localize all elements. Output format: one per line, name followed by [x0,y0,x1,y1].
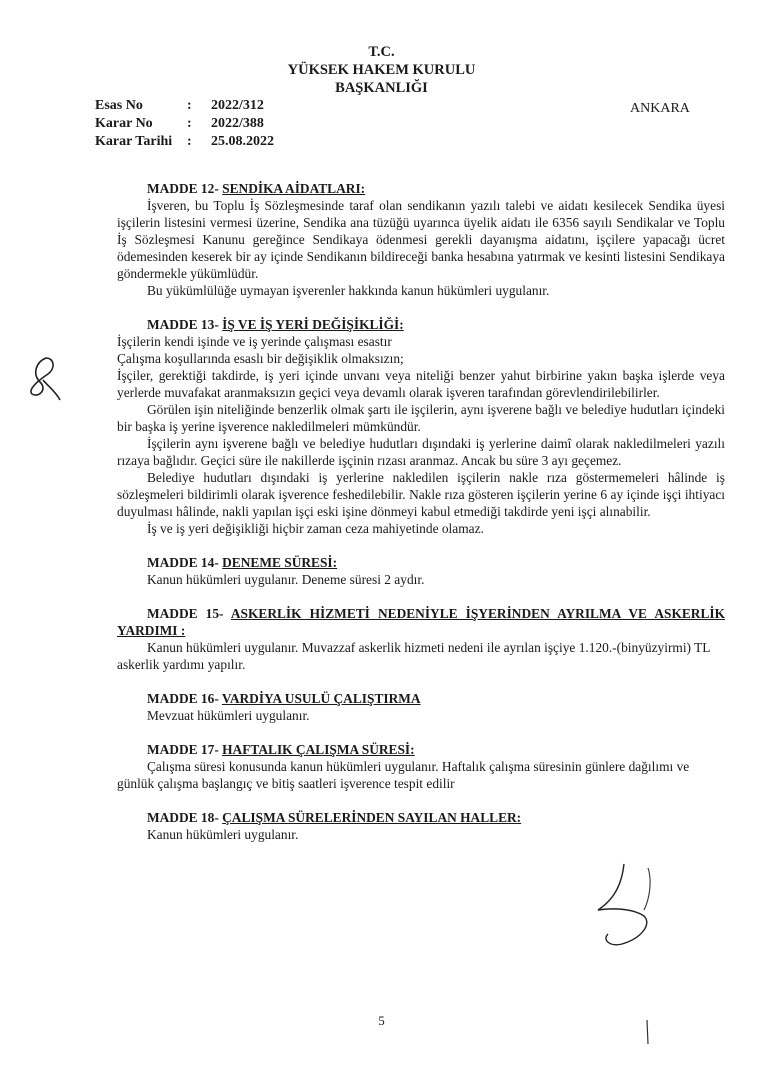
meta-sep: : [187,98,192,113]
article-section [117,690,725,724]
meta-sep: : [187,134,192,149]
article-number: MADDE 17- [147,742,219,757]
meta-value: 2022/312 [211,98,264,113]
article-paragraph: Kanun hükümleri uygulanır. [147,827,299,842]
page-number: 5 [378,1013,385,1028]
article-heading [117,605,725,639]
case-metadata [95,97,274,151]
article-number: MADDE 16- [147,691,219,706]
article-paragraph: Kanun hükümleri uygulanır. Deneme süresi 2 aydır. [147,572,425,587]
article-section [117,809,725,843]
header-tc: T.C. [368,44,395,60]
article-number: MADDE 18- [147,810,219,825]
meta-sep: : [187,116,192,131]
article-title: VARDİYA USULÜ ÇALIŞTIRMA [221,691,421,706]
article-section [117,180,725,299]
article-number: MADDE 12- [147,181,219,196]
article-paragraph: Çalışma koşullarında esaslı bir değişiklik olmaksızın; [117,351,404,366]
article-section [117,554,725,588]
article-number: MADDE 13- [147,317,219,332]
handwritten-initial-mark [26,352,64,402]
document-body [117,180,725,843]
article-paragraph: İşçiler, gerektiği takdirde, iş yeri içinde unvanı veya niteliği benzer yahut birbirine yakın başka işlerde veya yerlerde muvafakat aranmaksızın geçici veya devamlı olarak işveren tarafından görevlendirilebilirler. [117,368,725,400]
meta-row-karar-tarihi [95,133,274,151]
meta-row-karar [95,115,274,133]
city: ANKARA [630,101,690,116]
article-heading [117,554,725,571]
article-heading [117,741,725,758]
meta-key: Karar No [95,116,153,131]
article-paragraph: Kanun hükümleri uygulanır. Muvazzaf askerlik hizmeti nedeni ile ayrılan işçiye 1.120.-(binyüzyirmi) TL askerlik yardımı yapılır. [117,640,710,672]
article-paragraph: Belediye hudutları dışındaki iş yerlerine nakledilen işçilerin nakle rıza göstermemeleri hâlinde iş sözleşmeleri bildirimli olarak işverence feshedilebilir. Nakle rıza gösteren işçilerin yerine 6 ay içinde işçi ihtiyacı duyulması hâlinde, nakli yapılan işçi eski işine dönmeyi kabul etmediği takdirde yeni işçi alınabilir. [117,470,725,519]
meta-value: 25.08.2022 [211,134,274,149]
article-title: İŞ VE İŞ YERİ DEĞİŞİKLİĞİ: [222,317,404,332]
header-institution: YÜKSEK HAKEM KURULU [287,62,476,78]
article-title: ASKERLİK HİZMETİ NEDENİYLE İŞYERİNDEN AYRILMA VE ASKERLİK YARDIMI : [117,606,726,638]
article-section [117,605,725,673]
article-title: SENDİKA AİDATLARI: [222,181,366,196]
meta-value: 2022/388 [211,116,264,131]
article-paragraph: İşveren, bu Toplu İş Sözleşmesinde taraf olan sendikanın yazılı talebi ve aidatı kesilecek Sendika üyesi işçilerin listesini vermesi üzerine, Sendika ana tüzüğü uyarınca üyelik aidatı ile 6356 sayılı Sendikalar ve Toplu İş Sözleşmesi Kanunu gereğince Sendikaya ödenmesi gerekli dayanışma aidatını, işçilere yapacağı ücret ödemesinden keserek bir ay içinde Sendikanın bildireceği banka hesabına yatırmak ve kesinti listesini Sendikaya göndermekle yükümlüdür. [117,198,725,281]
article-number: MADDE 14- [147,555,219,570]
signature-mark [582,858,707,950]
article-heading [117,180,725,197]
article-paragraph: İş ve iş yeri değişikliği hiçbir zaman ceza mahiyetinde olamaz. [147,521,484,536]
article-title: HAFTALIK ÇALIŞMA SÜRESİ: [222,742,415,757]
article-section [117,316,725,537]
meta-key: Esas No [95,98,143,113]
article-paragraph: İşçilerin aynı işverene bağlı ve belediye hudutları dışındaki iş yerlerine daimî olarak nakledilmeleri yazılı rızaya bağlıdır. Geçici süre ile nakillerde işçinin rızası aranmaz. Ancak bu süre 3 ayı geçemez. [117,436,725,468]
article-heading [117,690,725,707]
article-title: ÇALIŞMA SÜRELERİNDEN SAYILAN HALLER: [222,810,522,825]
article-heading [117,316,725,333]
meta-key: Karar Tarihi [95,134,173,149]
article-paragraph: Çalışma süresi konusunda kanun hükümleri uygulanır. Haftalık çalışma süresinin günlere dağılımı ve günlük çalışma başlangıç ve bitiş saatleri işverence tespit edilir [117,759,690,791]
article-section [117,741,725,792]
meta-row-esas [95,97,274,115]
article-title: DENEME SÜRESİ: [222,555,338,570]
article-paragraph: İşçilerin kendi işinde ve iş yerinde çalışması esastır [117,334,392,349]
article-paragraph: Bu yükümlülüğe uymayan işverenler hakkında kanun hükümleri uygulanır. [147,283,550,298]
margin-tick-mark [642,1018,652,1046]
article-number: MADDE 15- [147,606,224,621]
article-paragraph: Mevzuat hükümleri uygulanır. [147,708,310,723]
header-presidency: BAŞKANLIĞI [335,80,428,96]
article-heading [117,809,725,826]
article-paragraph: Görülen işin niteliğinde benzerlik olmak şartı ile işçilerin, aynı işverene bağlı ve belediye hudutları içindeki bir başka iş yerine işverence nakledilmeleri mümkündür. [117,402,725,434]
